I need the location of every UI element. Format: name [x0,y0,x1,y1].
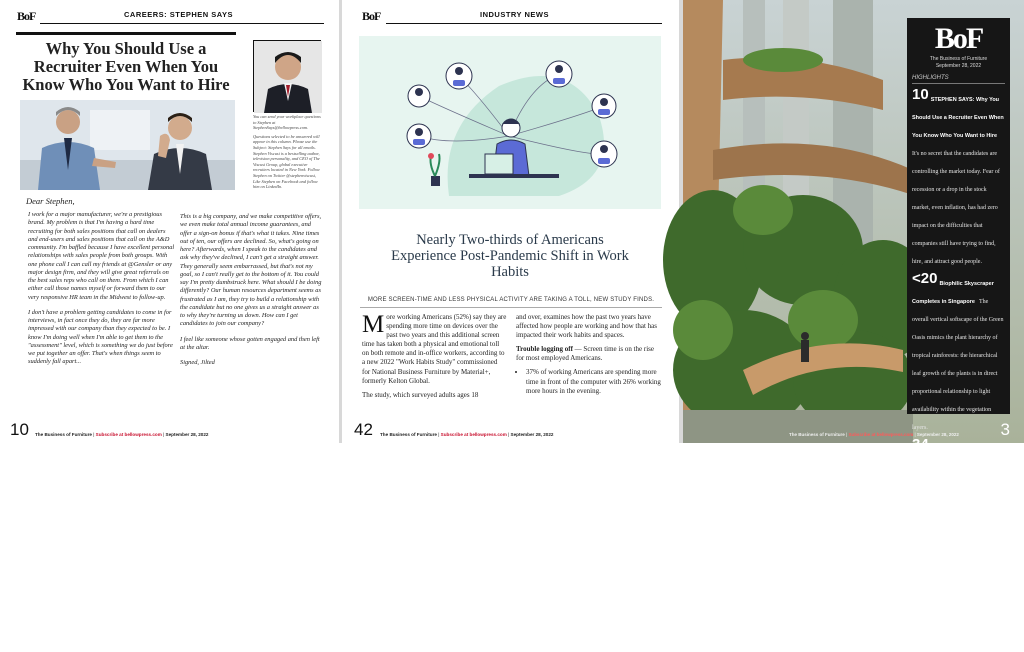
article-deck: MORE SCREEN-TIME AND LESS PHYSICAL ACTIVITY ARE TAKING A TOLL, NEW STUDY FINDS. [367,297,655,303]
highlight-title: The Search for the Most Useless Office Perk in the World [912,585,997,609]
cover-subtitle [912,56,1005,70]
page-number: 10 [10,420,29,439]
subhead: Trouble logging off [516,345,573,354]
highlights-panel [907,18,1010,649]
page-number: 42 [354,420,373,439]
business-men-illustration [20,100,235,190]
letter-paragraph: I don't have a problem getting candidates to come in for interviews, in fact once they do, they are far more impressed with our company than they expected to be. I know I'm doing well when I'm able to get them to the "assessment" level, which is something we do just before we put together an offer. That's when things seem to suddenly fall apart... [28,308,173,366]
footer-date: September 28, 2022 [165,432,209,437]
article-paragraph: and over, examines how the past two years have affected how people are working and how that has impacted their work habits and spaces. [516,313,657,340]
author-portrait [253,40,321,112]
highlight-item[interactable] [912,272,1005,434]
letter-column-2 [180,213,322,374]
author-contact-note: You can send your workplace questions to Stephen at StephenSays@bellowpress.com. [253,114,321,131]
highlight-page-number: <20 [912,270,938,287]
letter-paragraph: This is a big company, and we make competitive offers, we even make total annual income guarantees, and offer a sign-on bonus if that's what it takes. Nine times out of ten, our offers are declined. So, what's going on here? Afterwards, when I speak to the candidates and ask why they've declined, I can't get a straight answer. They generally seem embarrassed, but that's not my goal, so I can't really get to the bottom of it. You could say I'm pretty dumbstruck here. What should I be doing differently? Our human resources department seems as frustrated as I am, they try to build a relationship with the candidate but no one gives us a straight answer as to why they're turning us down. How can I get candidates to join our company? [180,213,322,328]
highlight-item[interactable] [912,478,1005,514]
highlight-page-number: 51 [912,614,929,631]
article-headline: Nearly Two-thirds of Americans Experience Post-Pandemic Shift in Work Habits [391,232,629,280]
highlight-page-number: 42 [912,516,929,533]
article-paragraph: The study, which surveyed adults ages 18 [362,390,479,399]
highlight-title: Biophilic Skyscraper Completes in Singapore [912,281,994,305]
letter-paragraph: I feel like someone whose gotten engaged and then left at the altar. [180,335,320,351]
highlight-title: Billings Continue to Grow at Arch Firms [912,487,1005,511]
highlight-title: Nearly Two-thirds of Americans Experience Post-Pandemic Shift in Work Habits [912,527,992,569]
highlight-page-number: 10 [912,86,929,103]
cover-publication-name: The Business of Furniture [929,56,988,62]
bof-logo-text: BoF [362,9,381,23]
page-3 [683,0,1024,649]
bof-logo [17,9,35,24]
page-number: 3 [1000,420,1010,439]
article-photo [20,100,235,190]
dropcap: M [362,311,385,338]
letter-column-1 [28,211,175,374]
page-footer: The Business of Furniture | Subscribe at bellowpress.com | September 28, 2022 [380,432,554,437]
footer-publication: The Business of Furniture [380,432,437,437]
bof-logo-text: BoF [17,9,36,23]
bof-logo [362,9,380,24]
highlight-page-number: 50 [912,574,929,591]
page-footer: The Business of Furniture | Subscribe at bellowpress.com | September 28, 2022 [35,432,209,437]
headline-rule [16,32,236,35]
article-headline: Why You Should Use a Recruiter Even When You Know Who You Want to Hire [22,39,230,94]
letter-signoff: Signed, Jilted [180,359,215,366]
highlight-page-number: 38 [912,476,929,493]
highlight-page-number: 34 [912,436,929,453]
article-column-2 [516,313,662,398]
remote-work-illustration [359,36,661,209]
subhead-text: — Screen time is on the rise for most employed Americans. [516,345,654,363]
highlight-item[interactable] [912,88,1005,268]
bof-cover-logo: BoF [934,22,983,55]
highlight-title: Earnings: Steelcase, MillerKnoll [912,625,985,649]
author-note [253,114,323,193]
cover-date: September 28, 2022 [935,63,982,69]
section-label: CAREERS: STEPHEN SAYS [124,10,233,19]
stat-bullet: • 37% of working Americans are spending more time in front of the computer with 26% working more hours in the evening. [526,368,662,395]
footer-date: September 28, 2022 [916,432,959,437]
highlight-item[interactable] [912,576,1005,612]
highlight-text: The overall vertical softscape of the Green Oasis mimics the plant hierarchy of tropical rainforests: the hierarchical leaf growth of the plants is in direct proportional relationship to light availability within the vegetation layers. [912,299,1004,431]
stat-list [526,368,662,395]
letter-paragraph: I work for a major manufacturer, we're a prestigious brand. My problem is that I'm having a hard time recruiting for both sales positions that call on dealers and end-users and sales positions that call on the A&D community. I'm baffled because I have excellent personal relationships with sales people from both groups. With one phone call I can call my friends at @Gensler or any major design firm, and they will give great referrals on the best sales reps who call on them. From which I can either call those names myself or forward them to our very responsive HR team in the Midwest to follow-up. [28,211,175,301]
page-42 [342,0,679,443]
highlight-item[interactable] [912,438,1005,474]
page-10 [0,0,339,443]
article-illustration [359,36,661,209]
section-label: INDUSTRY NEWS [480,10,550,19]
footer-date: September 28, 2022 [510,432,554,437]
stephen-portrait-image [254,41,322,113]
article-column-1 [362,313,507,405]
salutation: Dear Stephen, [26,196,75,206]
highlight-item[interactable] [912,518,1005,572]
highlights-label: HIGHLIGHTS [912,75,1005,84]
footer-publication: The Business of Furniture [35,432,92,437]
author-bio-note: Questions selected to be answered will appear in this column. Please use the Subject: Stephen Says for all emails. Stephen Viscusi is a bestselling author, television personality, and CEO of The Viscusi Group, global executive recruiters located in New York. Follow Stephen on Twitter @stephenviscusi, Like Stephen on Facebook and follow him on LinkedIn. [253,133,320,190]
footer-publication: The Business of Furniture [789,432,845,437]
lead-paragraph [362,313,507,386]
deck-rule [360,307,662,308]
subhead-paragraph [516,345,662,363]
footer-subscribe-link[interactable]: Subscribe at bellowpress.com [848,432,914,437]
footer-subscribe-link[interactable]: Subscribe at bellowpress.com [440,432,507,437]
highlight-title: STEPHEN SAYS: Why You Should Use a Recruiter Even When You Know Who You Want to Hire [912,97,1004,139]
highlight-title: ODI Distributing Honored For Third Consecutive Year [912,447,997,471]
lead-text: ore working Americans (52%) say they are spending more time on devices over the past two years and this additional screen time has taken both a physical and emotional toll on both remote and in-office workers, according to a new 2022 "Work Habits Study" commissioned for National Business Furniture by Material+, formerly Kelton Global. [362,313,507,385]
footer-subscribe-link[interactable]: Subscribe at bellowpress.com [95,432,162,437]
highlight-text: It's no secret that the candidates are controlling the market today. Fear of recession or a drop in the stock market, even inflation, has had zero impact on the difficulties that companies still have trying to find, hire, and attract good people. [912,151,1000,265]
highlight-item[interactable] [912,616,1005,652]
page-footer: The Business of Furniture | Subscribe at bellowpress.com | September 28, 2022 [789,432,959,437]
